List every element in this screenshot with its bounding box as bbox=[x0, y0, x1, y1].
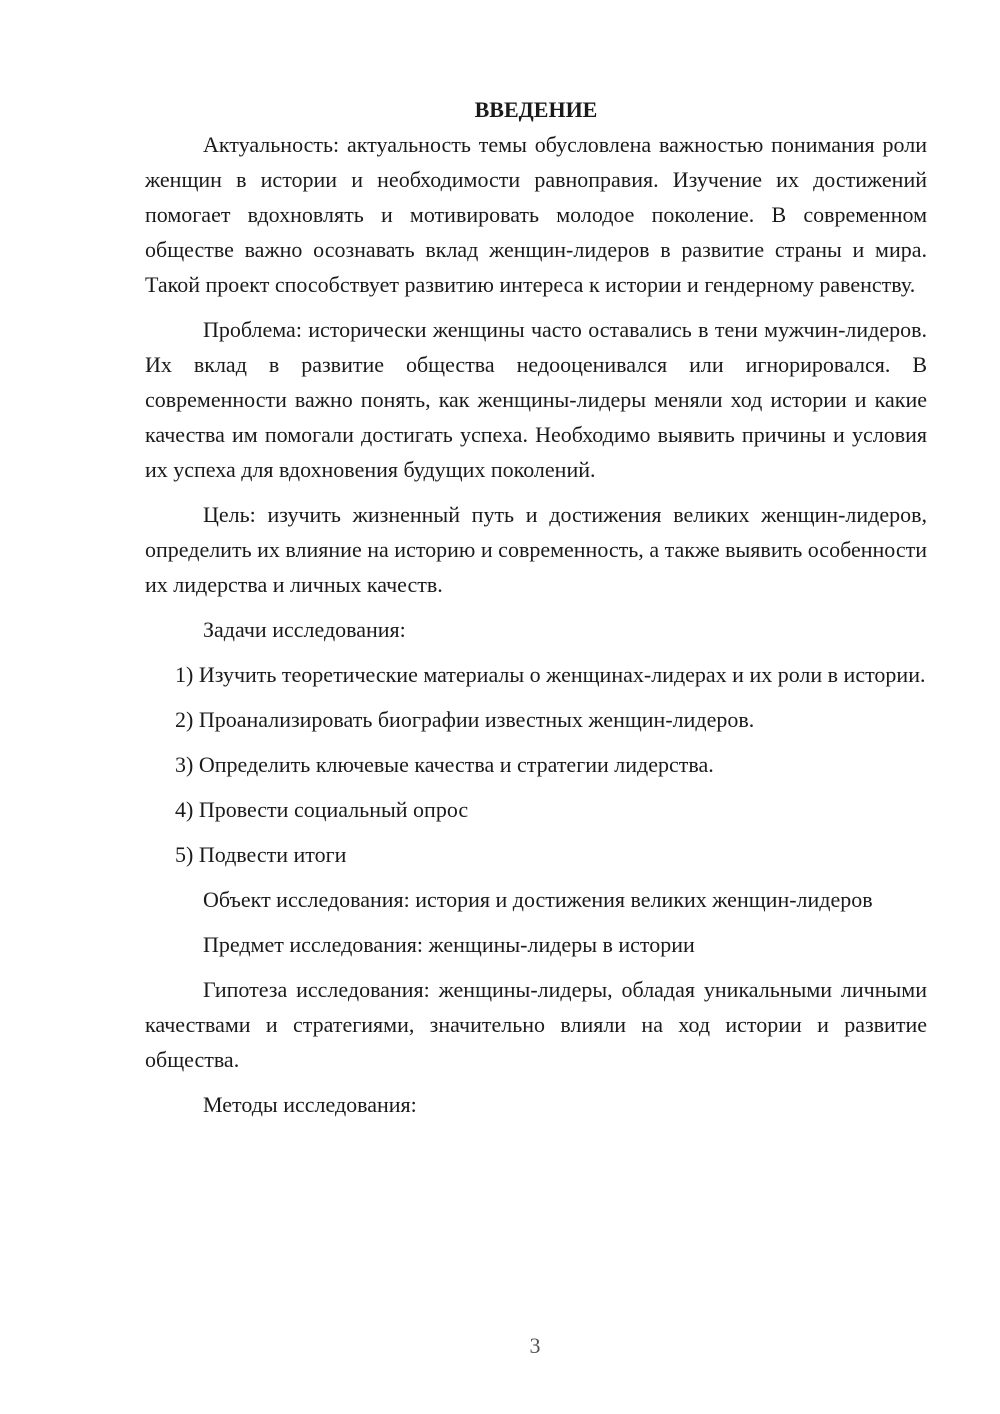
paragraph-goal: Цель: изучить жизненный путь и достижения великих женщин-лидеров, определить их влияние на историю и современность, а также выявить особенности их лидерства и личных качеств. bbox=[145, 502, 927, 597]
task-item-5: 5) Подвести итоги bbox=[175, 842, 347, 867]
document-page bbox=[145, 92, 927, 1132]
paragraph-problem: Проблема: исторически женщины часто оставались в тени мужчин-лидеров. Их вклад в развитие общества недооценивался или игнорировался. В современности важно понять, как женщины-лидеры меняли ход истории и какие качества им помогали достигать успеха. Необходимо выявить причины и условия их успеха для вдохновения будущих поколений. bbox=[145, 317, 927, 482]
page-number: 3 bbox=[529, 1333, 541, 1358]
paragraph-tasks-heading: Задачи исследования: bbox=[203, 617, 406, 642]
document-title: ВВЕДЕНИЕ bbox=[474, 97, 598, 122]
task-item-1: 1) Изучить теоретические материалы о женщинах-лидерах и их роли в истории. bbox=[175, 662, 926, 687]
paragraph-object: Объект исследования: история и достижения великих женщин-лидеров bbox=[203, 887, 873, 912]
task-item-2: 2) Проанализировать биографии известных женщин-лидеров. bbox=[175, 707, 755, 732]
task-item-4: 4) Провести социальный опрос bbox=[175, 797, 469, 822]
paragraph-methods: Методы исследования: bbox=[203, 1092, 417, 1117]
paragraph-subject: Предмет исследования: женщины-лидеры в истории bbox=[203, 932, 695, 957]
task-item-3: 3) Определить ключевые качества и стратегии лидерства. bbox=[175, 752, 714, 777]
paragraph-relevance: Актуальность: актуальность темы обусловлена важностью понимания роли женщин в истории и необходимости равноправия. Изучение их достижений помогает вдохновлять и мотивировать молодое поколение. В современном обществе важно осознавать вклад женщин-лидеров в развитие страны и мира. Такой проект способствует развитию интереса к истории и гендерному равенству. bbox=[145, 132, 927, 297]
paragraph-hypothesis: Гипотеза исследования: женщины-лидеры, обладая уникальными личными качествами и стратегиями, значительно влияли на ход истории и развитие общества. bbox=[145, 977, 927, 1072]
